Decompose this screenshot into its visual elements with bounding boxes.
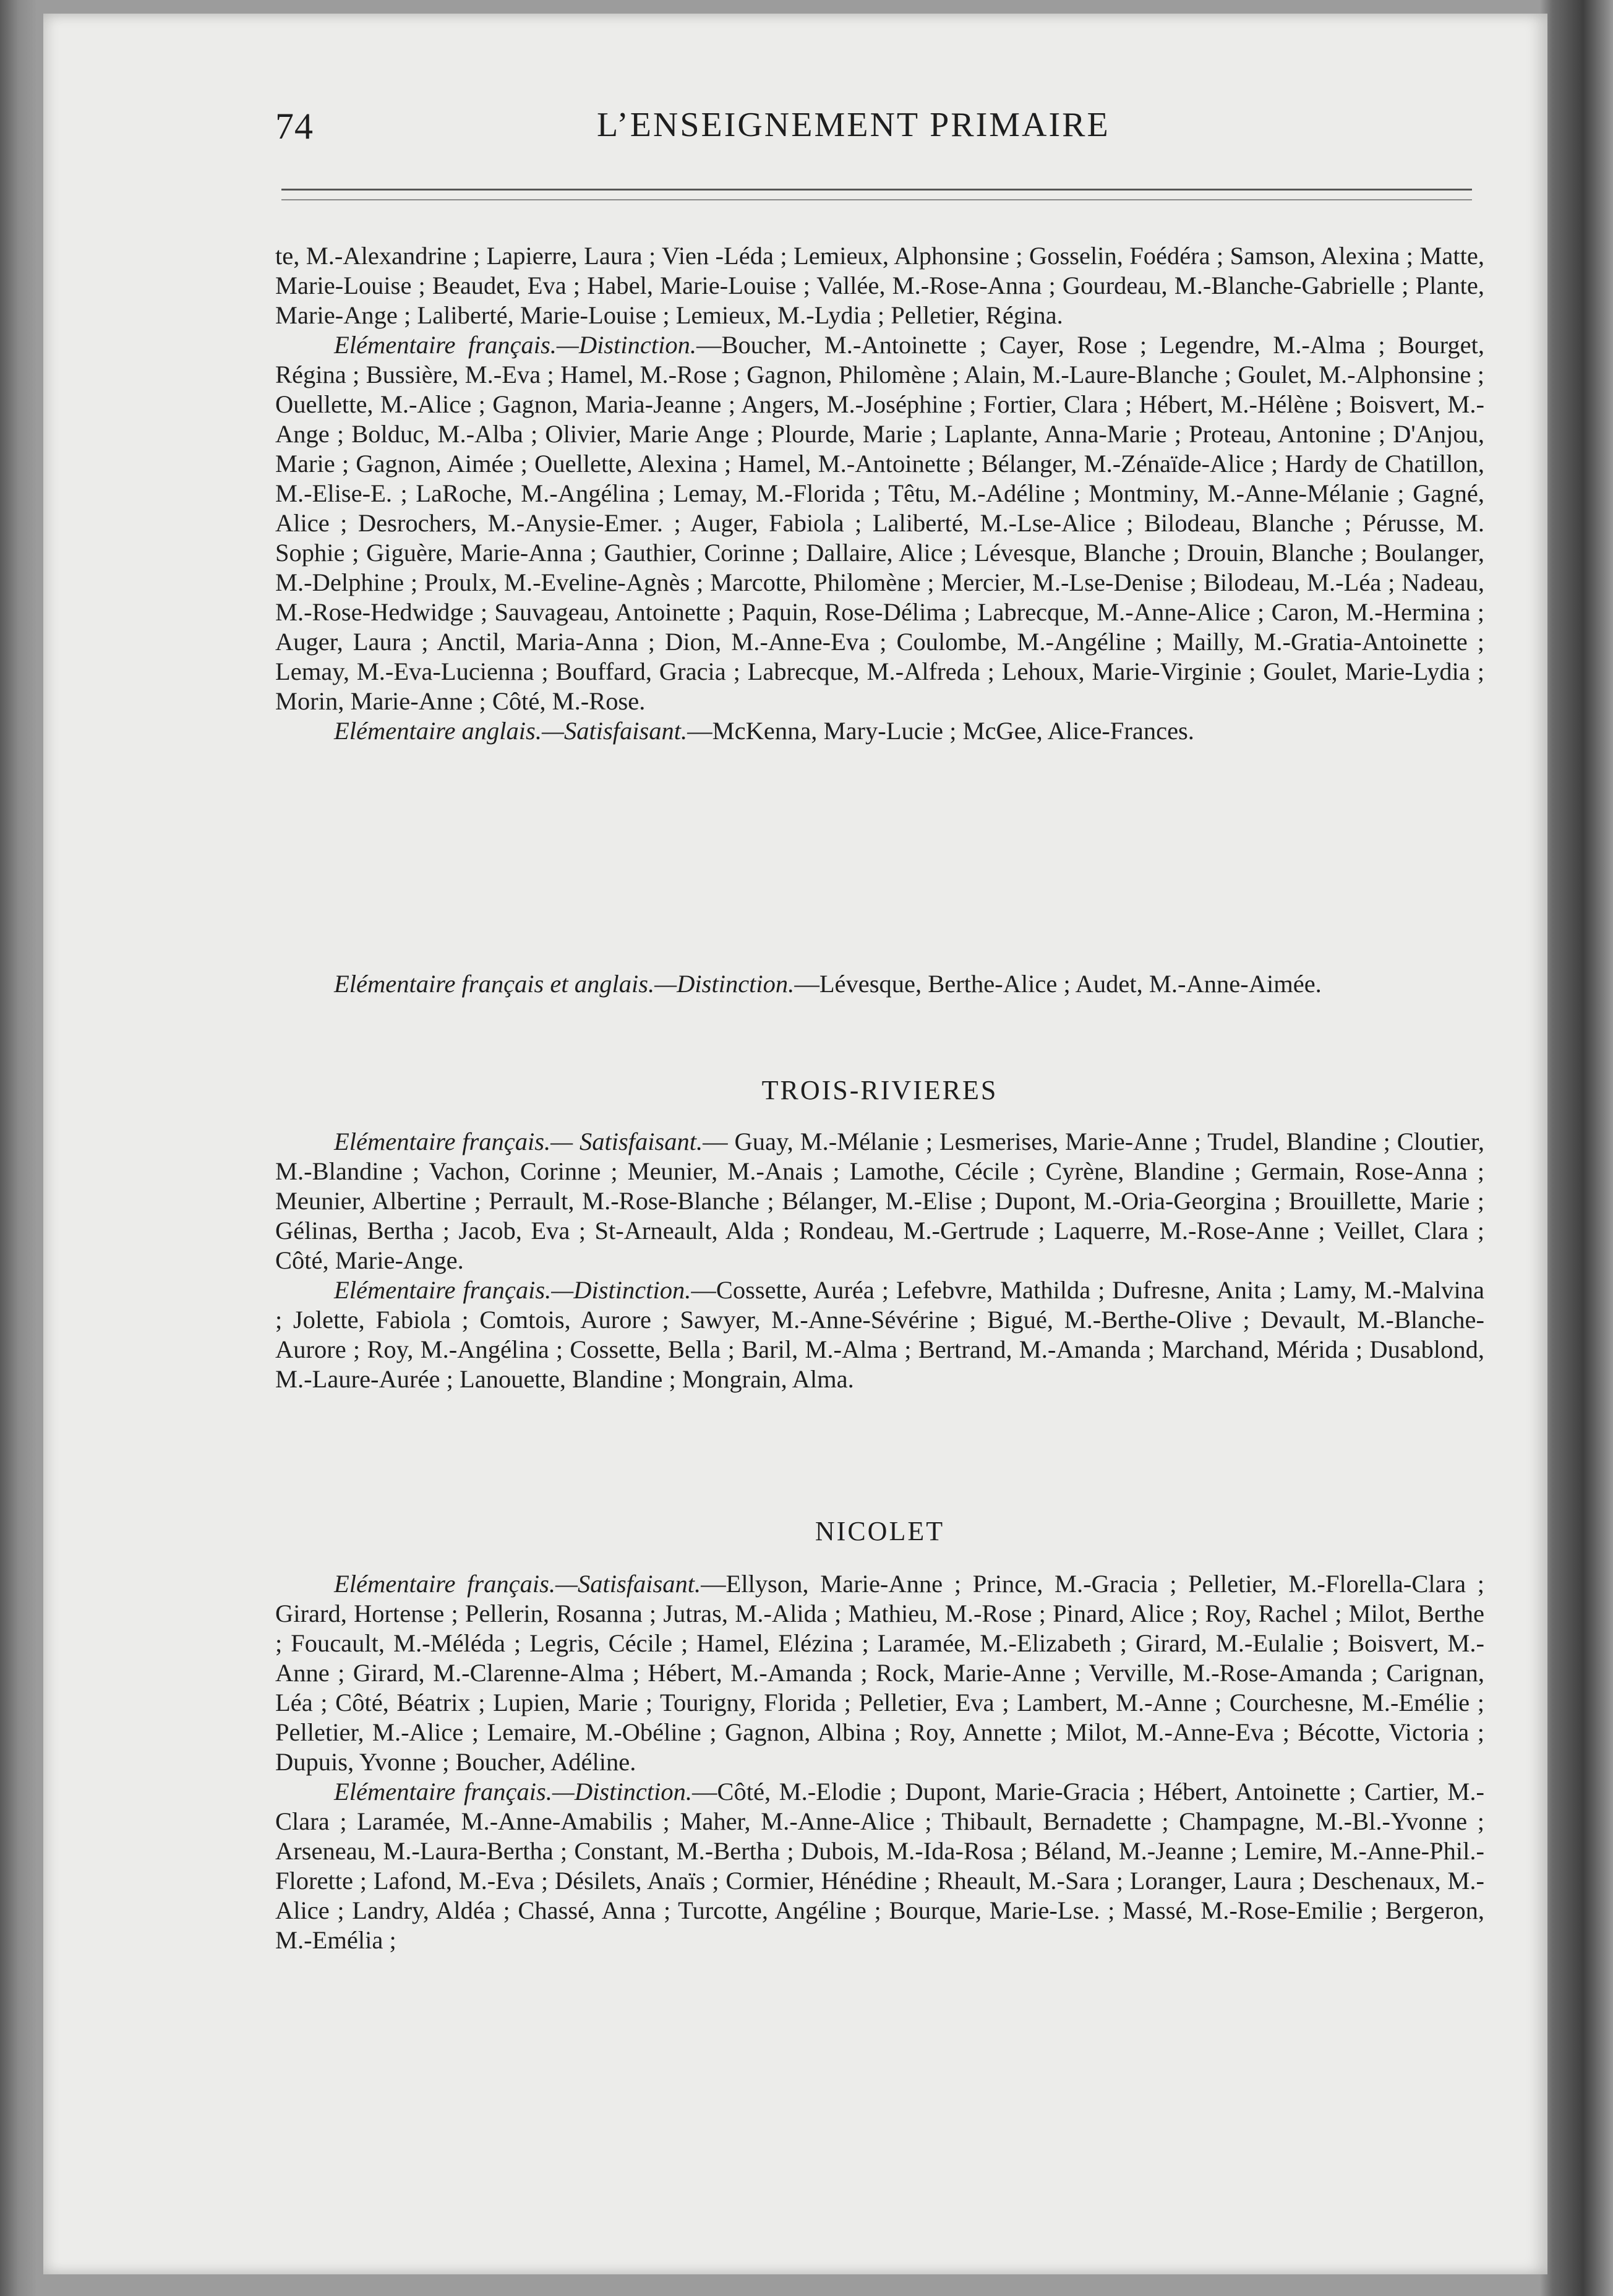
results-list: —Boucher, M.-Antoinette ; Cayer, Rose ; Legendre, M.-Alma ; Bourget, Régina ; Bussière, M.-Eva ; Hamel, M.-Rose ; Gagnon, Philomène ; Alain, M.-Laure-Blanche ; Goulet, M.-Alphonsine ; Ouellette, M.-Alice ; Gagnon, Maria-Jeanne ; Angers, M.-Joséphine ; Fortier, Clara ; Hébert, M.-Hélène ; Boisvert, M.-Ange ; Bolduc, M.-Alba ; Olivier, Marie Ange ; Plourde, Marie ; Laplante, Anna-Marie ; Proteau, Antonine ; D'Anjou, Marie ; Gagnon, Aimée ; Ouellette, Alexina ; Hamel, M.-Antoinette ; Bélanger, M.-Zénaïde-Alice ; Hardy de Chatillon, M.-Elise-E. ; LaRoche, M.-Angélina ; Lemay, M.-Florida ; Têtu, M.-Adéline ; Montminy, M.-Anne-Mélanie ; Gagné, Alice ; Desrochers, M.-Anysie-Emer. ; Auger, Fabiola ; Laliberté, M.-Lse-Alice ; Bilodeau, Blanche ; Pérusse, M. Sophie ; Giguère, Marie-Anna ; Gauthier, Corinne ; Dallaire, Alice ; Lévesque, Blanche ; Drouin, Blanche ; Boulanger, M.-Delphine ; Proulx, M.-Eveline-Agnès ; Marcotte, Philomène ; Mercier, M.-Lse-Denise ; Bilodeau, M.-Léa ; Nadeau, M.-Rose-Hedwidge ; Sauvageau, Antoinette ; Paquin, Rose-Délima ; Labrecque, M.-Anne-Alice ; Caron, M.-Hermina ; Auger, Laura ; Anctil, Maria-Anna ; Dion, M.-Anne-Eva ; Coulombe, M.-Angéline ; Mailly, M.-Gratia-Antoinette ; Lemay, M.-Eva-Lucienna ; Bouffard, Gracia ; Labrecque, M.-Alfreda ; Lehoux, Marie-Virginie ; Goulet, Marie-Lydia ; Morin, Marie-Anne ; Côté, M.-Rose. <box>275 331 1484 715</box>
results-block-bilingual <box>275 969 1484 999</box>
results-list: —Cossette, Auréa ; Lefebvre, Mathilda ; Dufresne, Anita ; Lamy, M.-Malvina ; Jolette, Fabiola ; Comtois, Aurore ; Sawyer, M.-Anne-Sévérine ; Bigué, M.-Berthe-Olive ; Devault, M.-Blanche-Aurore ; Roy, M.-Angélina ; Cossette, Bella ; Baril, M.-Alma ; Bertrand, M.-Amanda ; Marchand, Mérida ; Dusablond, M.-Laure-Aurée ; Lanouette, Blandine ; Mongrain, Alma. <box>275 1276 1484 1393</box>
results-block-quebec-continued <box>275 241 1484 746</box>
header-rule <box>281 189 1472 191</box>
results-paragraph <box>275 969 1484 999</box>
results-block-nicolet <box>275 1569 1484 1955</box>
category-label: Elémentaire français.—Distinction. <box>334 1778 692 1806</box>
results-list: —McKenna, Mary-Lucie ; McGee, Alice-Frances. <box>687 717 1194 745</box>
results-block-trois-rivieres <box>275 1127 1484 1394</box>
results-paragraph <box>275 1777 1484 1955</box>
section-heading-trois-rivieres: TROIS-RIVIERES <box>761 1075 998 1105</box>
section-heading-nicolet: NICOLET <box>815 1516 945 1546</box>
results-list: — Guay, M.-Mélanie ; Lesmerises, Marie-Anne ; Trudel, Blandine ; Cloutier, M.-Blandine ; Vachon, Corinne ; Meunier, M.-Anais ; Lamothe, Cécile ; Cyrène, Blandine ; Germain, Rose-Anna ; Meunier, Albertine ; Perrault, M.-Rose-Blanche ; Bélanger, M.-Elise ; Dupont, M.-Oria-Georgina ; Brouillette, Marie ; Gélinas, Bertha ; Jacob, Eva ; St-Arneault, Alda ; Rondeau, M.-Gertrude ; Laquerre, M.-Rose-Anne ; Veillet, Clara ; Côté, Marie-Ange. <box>275 1128 1484 1274</box>
results-list: —Côté, M.-Elodie ; Dupont, Marie-Gracia ; Hébert, Antoinette ; Cartier, M.-Clara ; Laramée, M.-Anne-Amabilis ; Maher, M.-Anne-Alice ; Thibault, Bernadette ; Champagne, M.-Bl.-Yvonne ; Arseneau, M.-Laura-Bertha ; Constant, M.-Bertha ; Dubois, M.-Ida-Rosa ; Béland, M.-Jeanne ; Lemire, M.-Anne-Phil.-Florette ; Lafond, M.-Eva ; Désilets, Anaïs ; Cormier, Hénédine ; Rheault, M.-Sara ; Loranger, Laura ; Deschenaux, M.-Alice ; Landry, Aldéa ; Chassé, Anna ; Turcotte, Angéline ; Bourque, Marie-Lse. ; Massé, M.-Rose-Emilie ; Bergeron, M.-Emélia ; <box>275 1778 1484 1954</box>
results-paragraph <box>275 1275 1484 1394</box>
page-number: 74 <box>275 106 314 147</box>
category-label: Elémentaire français.—Distinction. <box>334 1276 691 1304</box>
category-label: Elémentaire français.—Distinction. <box>334 331 696 359</box>
category-label: Elémentaire français.— Satisfaisant. <box>334 1128 703 1155</box>
category-label: Elémentaire français et anglais.—Distinction. <box>334 970 795 998</box>
results-paragraph <box>275 1569 1484 1777</box>
results-paragraph <box>275 330 1484 716</box>
header-rule-thin <box>281 199 1472 200</box>
results-paragraph: te, M.-Alexandrine ; Lapierre, Laura ; Vien -Léda ; Lemieux, Alphonsine ; Gosselin, Foédéra ; Samson, Alexina ; Matte, Marie-Louise ; Beaudet, Eva ; Habel, Marie-Louise ; Vallée, M.-Rose-Anna ; Gourdeau, M.-Blanche-Gabrielle ; Plante, Marie-Ange ; Laliberté, Marie-Louise ; Lemieux, M.-Lydia ; Pelletier, Régina. <box>275 242 1484 329</box>
results-list: —Ellyson, Marie-Anne ; Prince, M.-Gracia ; Pelletier, M.-Florella-Clara ; Girard, Hortense ; Pellerin, Rosanna ; Jutras, M.-Alida ; Mathieu, M.-Rose ; Pinard, Alice ; Roy, Rachel ; Milot, Berthe ; Foucault, M.-Méléda ; Legris, Cécile ; Hamel, Elézina ; Laramée, M.-Elizabeth ; Girard, M.-Eulalie ; Boisvert, M.-Anne ; Girard, M.-Clarenne-Alma ; Hébert, M.-Amanda ; Rock, Marie-Anne ; Verville, M.-Rose-Amanda ; Carignan, Léa ; Côté, Béatrix ; Lupien, Marie ; Tourigny, Florida ; Pelletier, Eva ; Lambert, M.-Anne ; Courchesne, M.-Emélie ; Pelletier, M.-Alice ; Lemaire, M.-Obéline ; Gagnon, Albina ; Roy, Annette ; Milot, M.-Anne-Eva ; Bécotte, Victoria ; Dupuis, Yvonne ; Boucher, Adéline. <box>275 1570 1484 1776</box>
book-page <box>43 14 1547 2274</box>
running-title: L’ENSEIGNEMENT PRIMAIRE <box>597 106 1110 144</box>
results-paragraph <box>275 716 1484 746</box>
category-label: Elémentaire français.—Satisfaisant. <box>334 1570 701 1598</box>
results-list: —Lévesque, Berthe-Alice ; Audet, M.-Anne-Aimée. <box>794 970 1322 998</box>
page-header <box>275 105 1178 161</box>
results-paragraph <box>275 1127 1484 1275</box>
category-label: Elémentaire anglais.—Satisfaisant. <box>334 717 688 745</box>
